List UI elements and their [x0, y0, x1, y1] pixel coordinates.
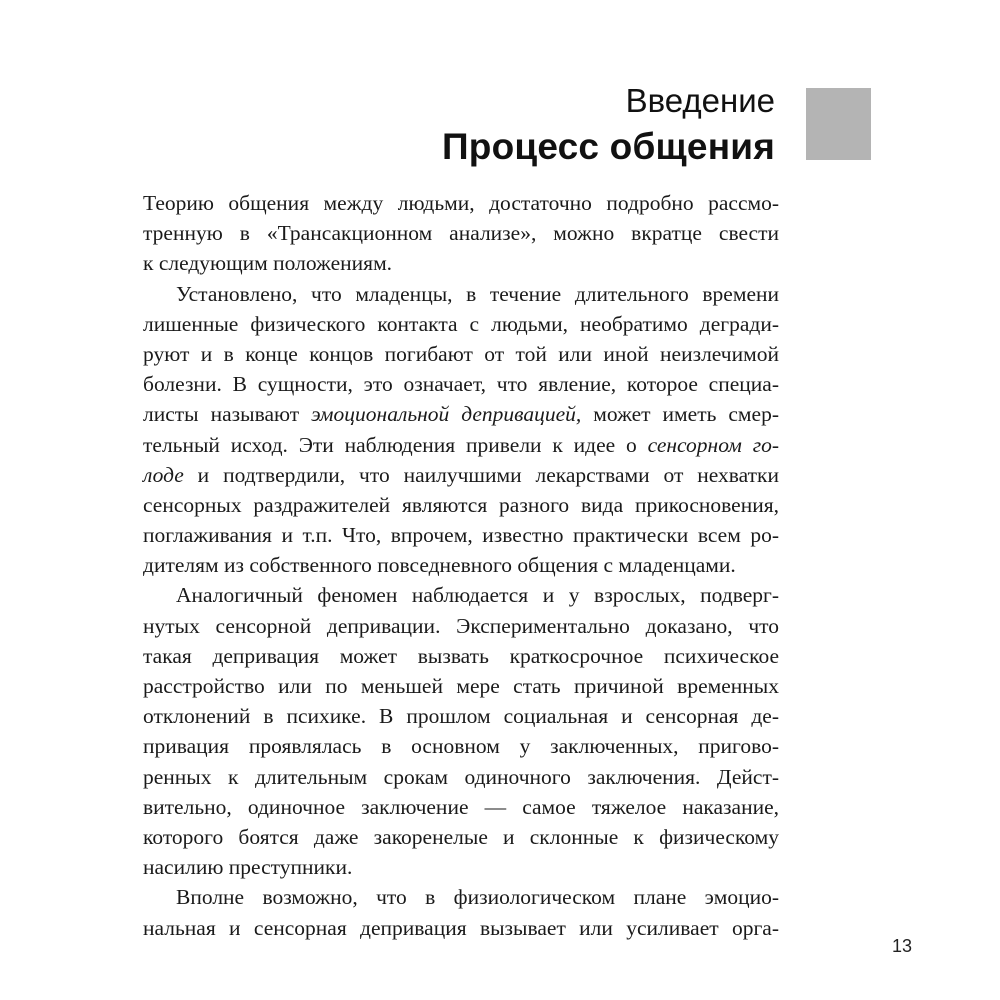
text-line: болезни. В сущности, это означает, что явление, которое специа- — [143, 372, 779, 397]
text-line: расстройство или по меньшей мере стать причиной временных — [143, 674, 779, 698]
chapter-title: Процесс общения — [441, 126, 775, 167]
body-text — [143, 188, 779, 943]
text-line: Аналогичный феномен наблюдается и у взрослых, подверг- — [176, 583, 779, 608]
text-line: которого боятся даже закоренелые и склонные к физическому — [143, 824, 779, 849]
text-line: ренных к длительным срокам одиночного заключения. Дейст- — [143, 764, 779, 789]
text-line: Установлено, что младенцы, в течение длительного времени — [176, 281, 779, 306]
section-kicker: Введение — [625, 82, 775, 119]
text-line: привация проявлялась в основном у заключенных, пригово- — [143, 734, 779, 759]
text-line: лишенные физического контакта с людьми, необратимо дегради- — [143, 311, 779, 336]
text-line: Теорию общения между людьми, достаточно подробно рассмо- — [143, 191, 779, 215]
text-line: вительно, одиночное заключение — самое тяжелое наказание, — [143, 794, 779, 819]
text-line: Вполне возможно, что в физиологическом плане эмоцио- — [176, 885, 779, 910]
text-line: нальная и сенсорная депривация вызывает или усиливает орга- — [143, 915, 779, 940]
text-line: листы называют эмоциональной депривацией, может иметь смер- — [143, 402, 779, 427]
page-number: 13 — [891, 936, 912, 956]
text-line: насилию преступники. — [143, 855, 353, 880]
italic-term: лоде — [143, 462, 184, 487]
text-line: руют и в конце концов погибают от той или иной неизлечимой — [143, 341, 779, 366]
italic-term: сенсорном го- — [647, 432, 779, 457]
italic-term: эмоциональной депривацией, — [311, 402, 582, 427]
text-line: к следующим положениям. — [143, 251, 393, 276]
text-line: поглаживания и т.п. Что, впрочем, известно практически всем ро- — [143, 523, 779, 548]
text-line: лоде и подтвердили, что наилучшими лекарствами от нехватки — [143, 462, 779, 487]
text-line: тельный исход. Эти наблюдения привели к идее о сенсорном го- — [143, 432, 779, 457]
text-line: отклонений в психике. В прошлом социальная и сенсорная де- — [143, 704, 779, 729]
text-line: дителям из собственного повседневного общения с младенцами. — [143, 553, 736, 578]
text-line: нутых сенсорной депривации. Экспериментально доказано, что — [143, 613, 779, 638]
chapter-marker-block — [806, 88, 871, 160]
text-line: такая депривация может вызвать краткосрочное психическое — [143, 643, 779, 668]
text-line: сенсорных раздражителей являются разного вида прикосновения, — [143, 492, 779, 517]
text-line: тренную в «Трансакционном анализе», можно вкратце свести — [143, 221, 779, 246]
